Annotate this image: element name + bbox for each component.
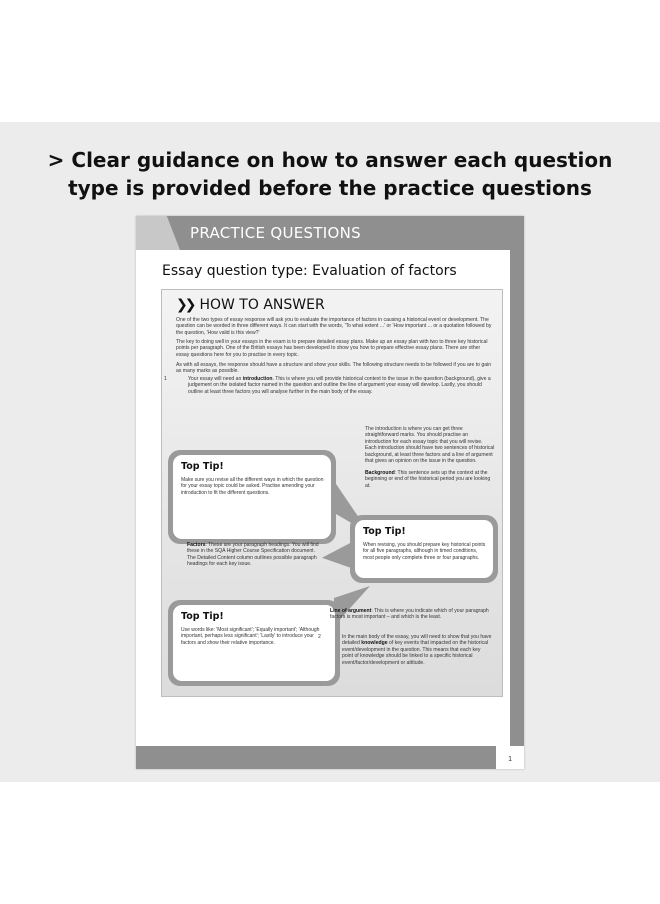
how-to-answer-heading (176, 297, 325, 313)
headline-line-1: > Clear guidance on how to answer each question (47, 148, 613, 172)
factors-note (187, 542, 319, 568)
top-tip-box (168, 600, 340, 686)
argument-label: Line of argument (330, 608, 372, 614)
page-subtitle: Essay question type: Evaluation of factors (162, 263, 457, 279)
top-tip-inner (173, 455, 331, 539)
item-number: 2 (318, 634, 321, 640)
background-text: : This sentence sets up the context at the beginning or end of the historical period you are looking at. (365, 470, 491, 489)
item-1-post: . This is where you will provide historical context to the issue in the question (background), give a judgement on the isolated factor named in the question and outline the line of argument your essay will develop. Lastly, you should outline at least three factors you will analyse further in the main body of the essay. (188, 376, 491, 395)
top-tip-box (168, 450, 336, 544)
item-1-bold: introduction (242, 376, 273, 382)
paragraph-3: As with all essays, the response should have a structure and show your skills. The following structure needs to be followed if you are to gain as many marks as possible. (176, 362, 492, 375)
numbered-item-2 (318, 634, 492, 666)
numbered-item-1 (164, 376, 492, 395)
double-chevron-icon: ❯❯ (176, 297, 194, 313)
top-tip-title: Top Tip! (181, 611, 224, 622)
top-tip-inner (355, 520, 493, 578)
book-page (136, 216, 524, 769)
factors-text: : These are your paragraph headings. You will find these in the SQA Higher Course Specification document. The Detailed Content column outlines possible paragraph headings for each key issue. (187, 542, 319, 568)
headline-line-2: type is provided before the practice questions (68, 176, 592, 200)
introduction-note: The introduction is where you can get three straightforward marks. You should practise an introduction for each essay topic that you will revise. Each introduction should have two sentences of historical background, at least three factors and a line of argument that gives an opinion on the issue in the question. (365, 426, 495, 465)
top-tip-box (350, 515, 498, 583)
background-label: Background (365, 470, 395, 476)
how-to-answer-label: HOW TO ANSWER (199, 297, 325, 313)
top-tip-body: When revising, you should prepare key historical points for all five paragraphs, although in timed conditions, most people only complete three or four paragraphs. (363, 542, 486, 561)
item-number: 1 (164, 376, 167, 382)
page-number: 1 (508, 756, 512, 763)
top-tip-body: Make sure you revise all the different ways in which the question for your essay topic could be asked. Practise amending your introduction to fit the different questions. (181, 477, 324, 496)
argument-note (330, 608, 492, 621)
side-bar (510, 250, 524, 746)
page-banner (136, 216, 524, 250)
item-1-pre: Your essay will need an (188, 376, 243, 382)
top-tip-title: Top Tip! (363, 526, 406, 537)
top-tip-body: Use words like: 'Most significant'; 'Equally important'; 'Although important, perhaps less significant'; 'Lastly' to introduce your factors and show their relative importance. (181, 627, 320, 646)
argument-text: : This is where you indicate which of your paragraph factors is most important – and which is the least. (330, 608, 489, 621)
top-tip-title: Top Tip! (181, 461, 224, 472)
factors-label: Factors (187, 542, 206, 548)
top-tip-inner (173, 605, 335, 681)
background-note (365, 470, 495, 489)
paragraph-2: The key to doing well in your essays in the exam is to prepare detailed essay plans. Make up an essay plan with two to three key historical points per paragraph. One of the British essays has been developed to show you how to prepare effective essay plans. There are other essay questions here for you to practise in every topic. (176, 339, 488, 358)
footer-bar (136, 746, 496, 769)
item-2-bold: knowledge (361, 640, 388, 647)
item-2-pre: In the main body of the essay, you will need to show that you have detailed (342, 634, 492, 647)
headline (0, 146, 660, 202)
banner-title: PRACTICE QUESTIONS (190, 224, 361, 242)
how-to-answer-panel (161, 289, 503, 697)
paragraph-1: One of the two types of essay response will ask you to evaluate the importance of factors in causing a historical event or development. The question can be worded in three different ways. It can start with the words, 'To what extent ...' or 'How important ... or a quotation followed by the question, 'How valid is this view?' (176, 317, 492, 336)
item-2-post: of key events that impacted on the historical event/development in the question. This means that each key point of knowledge should be linked to a specific historical event/factor/development or attitude. (342, 640, 489, 666)
banner-chevron-shape (136, 216, 180, 250)
